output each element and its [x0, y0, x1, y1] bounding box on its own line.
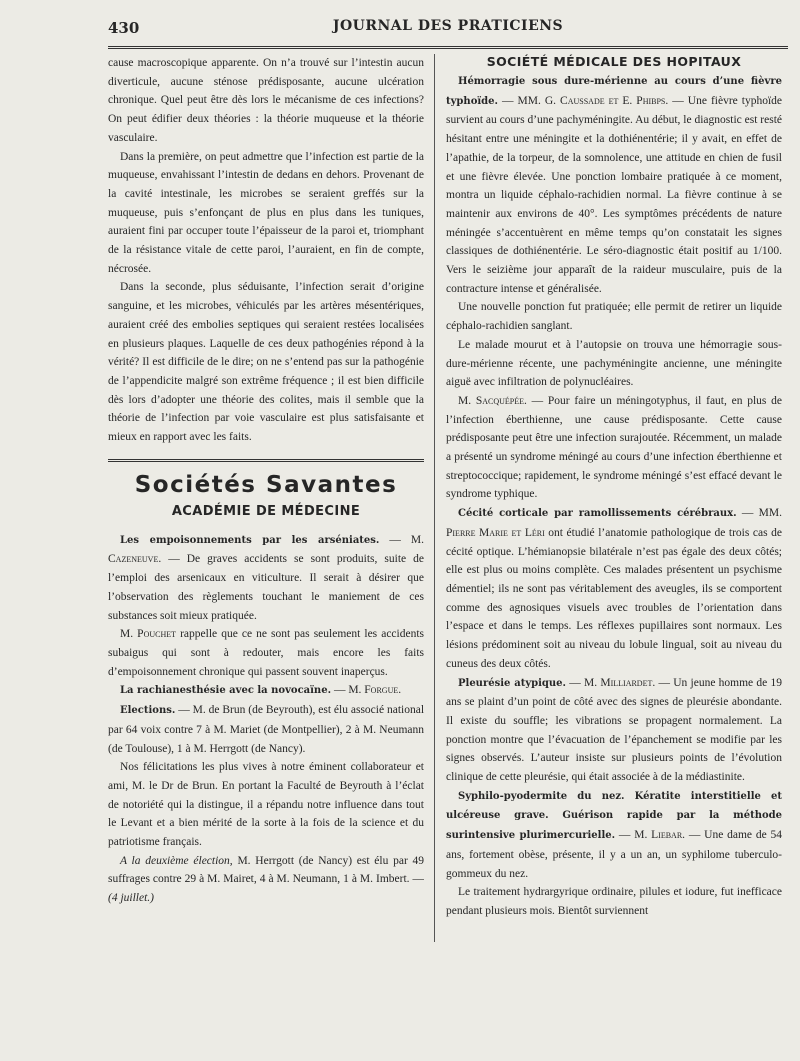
- academie-medecine-heading: ACADÉMIE DE MÉDECINE: [171, 503, 361, 519]
- paragraph-continued: cause macroscopique apparente. On n’a trouvé sur l’intestin aucun diverticule, aucune sténose prédisposante, aucune ulcération chronique. Quel peut être dès lors le mécanisme de ces infections? On peut édifier deux théories : la théorie muqueuse et la théorie vasculaire.: [108, 57, 424, 144]
- report-cecite: [446, 504, 782, 673]
- report-sacquepee: [446, 392, 782, 504]
- paragraph-felicitations: Nos félicitations les plus vives à notre éminent collaborateur et ami, M. le Dr de Brun. En portant la Faculté de Beyrouth à l’éclat de notoriété qui la distingue, il a répandu notre influence dans tout le Levant et a bien mérité de la sorte à la fois de la science et du patriotisme français.: [108, 761, 424, 849]
- report-author: M. Pouchet: [120, 628, 177, 641]
- report-pouchet: [108, 625, 424, 681]
- report-text: — Une dame de 54 ans, fortement obèse, présente, il y a un an, un syphilome tuberculo-gommeux du nez.: [446, 829, 782, 880]
- report-second-election: [108, 852, 424, 908]
- paragraph-ponction: Une nouvelle ponction fut pratiquée; elle permit de retirer un liquide céphalo-rachidien sanglant.: [446, 301, 782, 333]
- report-text: — Pour faire un méningotyphus, il faut, en plus de l’infection éberthienne, une cause prédisposante. Cette cause prédisposante peut être une infection surajoutée. Récemment, un malade a présenté un syndrome méningé au cours d’une infection éberthienne et streptococcique; rapidement, le syndrome méningé s’est effacé devant le syndrome typhique.: [446, 394, 782, 501]
- report-text: — Un jeune homme de 19 ans se plaint d’un point de côté avec des signes de pleurésie abondante. Il existe du souffle; les vibrations se propagent normalement. La ponction montre que l’évacuation de l’épanchement se modifie par les signes observés. L’auteur insiste sur plusieurs points de l’évolution clinique de cette pleurésie, qui était associée à de la médiastinite.: [446, 676, 782, 784]
- report-title: Elections.: [120, 705, 176, 717]
- report-title: Les empoisonnements par les arséniates.: [120, 534, 380, 546]
- paragraph-traitement: Le traitement hydrargyrique ordinaire, pilules et iodure, fut inefficace pendant plusieurs mois. Bientôt surviennent: [446, 886, 782, 917]
- report-date: (4 juillet.): [108, 892, 154, 905]
- column-rule: [434, 54, 435, 942]
- paragraph-muqueuse-theory: Dans la première, on peut admettre que l’infection est partie de la muqueuse, envahissant l’intestin de dedans en dehors. Provenant de la cavité intestinale, les microbes se seraient greffés sur la muqueuse, puis s’enfonçant de plus en plus dans les tuniques, auraient fini par occuper toute l’épaisseur de la paroi et, triomphant de la résistance vitale de cette paroi, l’auraient, en fin de compte, nécrosée.: [108, 150, 424, 275]
- report-elections: [108, 701, 424, 758]
- report-author: — MM. G. Caussade et E. Phibps.: [502, 94, 669, 107]
- report-author: — MM. Pierre Marie et Léri: [446, 507, 782, 539]
- section-divider: [108, 459, 424, 462]
- report-title: Pleurésie atypique.: [458, 677, 567, 689]
- left-column: [108, 54, 424, 1044]
- report-text: — Une fièvre typhoïde survient au cours d’une pachyméningite. Au début, le diagnostic est resté hésitant entre une méningite et la dothiénentérie; il y avait, en effet de l’apathie, de la torpeur, de la somnolence, une attitude en chien de fusil et une fièvre élevée. Une ponction lombaire pratiquée à ce moment, montra un liquide céphalo-rachidien normal. La fièvre continue à se maintenir aux environs de 40°. Les symptômes précédents de nature méningée s’accentuèrent en même temps qu’on constatait les signes classiques de dothiénentérie. Le séro-diagnostic était positif au 1/100. Vers le seizième jour apparaît de la raideur musculaire, puis de la contracture intense et généralisée.: [446, 94, 782, 295]
- report-rachianesthesie: [108, 681, 424, 701]
- report-title: Cécité corticale par ramollissements cérébraux.: [458, 508, 737, 520]
- paragraph-autopsie: Le malade mourut et à l’autopsie on trouva une hémorragie sous-dure-mérienne récente, une pachyméningite ancienne, une méningite aiguë avec infiltration de polynucléaires.: [446, 338, 782, 389]
- report-title: Hémorragie sous dure-mérienne au cours d’une fièvre typhoïde.: [446, 76, 782, 107]
- running-head: [108, 16, 788, 49]
- report-text: rappelle que ce ne sont pas seulement les accidents subaigus qui sont à redouter, mais encore les faits d’empoisonnement chronique qui passent souvent inaperçus.: [108, 628, 424, 678]
- report-text: ont étudié l’anatomie pathologique de trois cas de cécité optique. L’hémianopsie bilatérale n’est pas égale des deux côtés; elle est plus ou moins complète. Ces malades présentent un psychisme démentiel; ils ne sont pas véritablement des aveugles, ils se comportent comme des agnosiques visuels avec troubles de l’orientation dans l’espace et dans le temps. Les réflexes pupillaires sont normaux. Les lésions prédominent soit au niveau du lobule lingual, soit au niveau du cuneus des deux côtés.: [446, 526, 782, 670]
- report-hemorragie: [446, 72, 782, 298]
- report-author: — M. Forgue.: [333, 684, 402, 697]
- report-text: — M. de Brun (de Beyrouth), est élu associé national par 64 voix contre 7 à M. Mariet (de Montpellier), 2 à M. Neumann (de Toulouse), 1 à M. Herrgott (de Nancy).: [108, 704, 424, 755]
- report-author: — M. Cazeneuve.: [108, 533, 424, 566]
- report-author: M. Sacquépée.: [458, 394, 527, 407]
- italic-phrase: A la deuxième élection,: [120, 854, 233, 867]
- report-author: — M. Liebar.: [618, 829, 686, 842]
- report-syphilo: [446, 787, 782, 884]
- journal-title: JOURNAL DES PRATICIENS: [332, 18, 564, 34]
- report-arseniates: [108, 531, 424, 626]
- paragraph-vascular-theory: Dans la seconde, plus séduisante, l’infection serait d’origine sanguine, et les microbes, véhiculés par les artères mésentériques, auraient créé des embolies septiques qui seraient restées localisées en plusieurs plaques. Laquelle de ces deux pathogénies répond à la vérité? Il est difficile de le dire; on ne s’entend pas sur la pathogénie de l’appendicite malgré son extrême fréquence ; il est bien difficile dès lors d’adopter une théorie des colites, mais il semble que la théorie de l’infection par voie vasculaire est plus satisfaisante et mieux en rapport avec les faits.: [108, 281, 424, 444]
- report-title: La rachianesthésie avec la novocaïne.: [120, 685, 332, 697]
- report-text: M. Herrgott (de Nancy) est élu par 49 suffrages contre 29 à M. Mairet, 4 à M. Neumann, 1 à M. Imbert. —: [108, 854, 424, 886]
- societes-savantes-title: Sociétés Savantes: [134, 471, 398, 498]
- report-title: Syphilo-pyodermite du nez. Kératite interstitielle et ulcéreuse grave. Guérison rapide par la méthode surintensive plurimercurielle.: [446, 790, 782, 842]
- right-column: [446, 54, 782, 1044]
- societe-medicale-hopitaux-heading: SOCIÉTÉ MÉDICALE DES HOPITAUX: [486, 54, 742, 69]
- report-pleuresie: [446, 674, 782, 787]
- report-text: — De graves accidents se sont produits, suite de l’emploi des arsenicaux en viticulture. Il serait à désirer que l’observation des règlements touchant le maniement de ces substances soit mieux pratiquée.: [108, 553, 424, 622]
- report-author: — M. Milliardet.: [569, 676, 656, 689]
- page-number: 430: [108, 19, 140, 37]
